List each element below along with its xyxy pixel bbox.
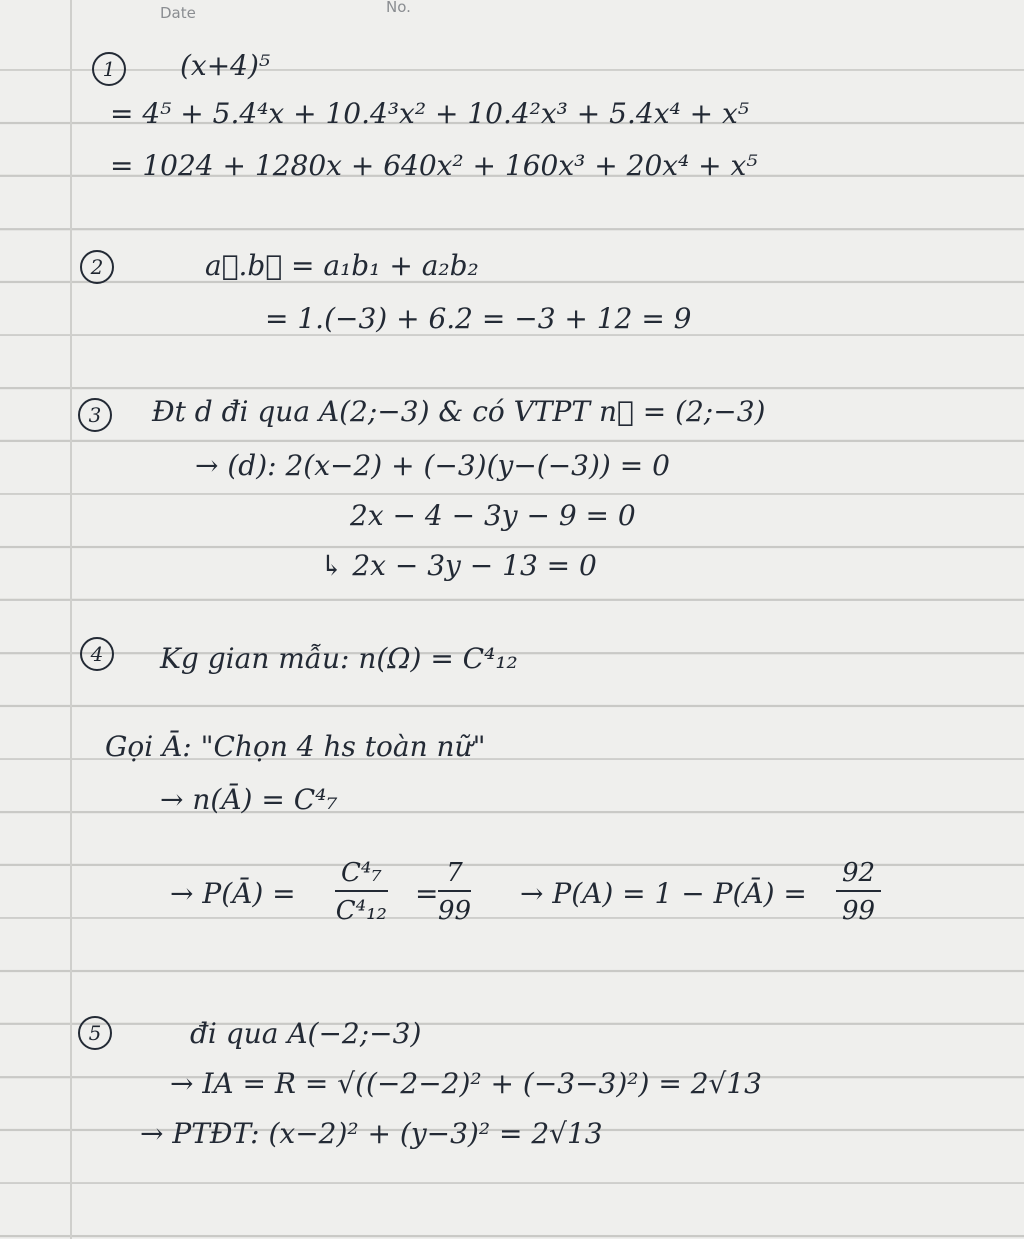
pa-value-numerator: 92 bbox=[836, 858, 881, 892]
problem-1-number: 1 bbox=[92, 52, 126, 86]
p2-line-2: = 1.(−3) + 6.2 = −3 + 12 = 9 bbox=[265, 302, 692, 335]
p4-line-5: = bbox=[415, 877, 439, 910]
pa-value-fraction bbox=[836, 858, 881, 926]
problem-3-number: 3 bbox=[78, 398, 112, 432]
p2-line-1: a⃗.b⃗ = a₁b₁ + a₂b₂ bbox=[205, 249, 479, 282]
p3-line-2: → (d): 2(x−2) + (−3)(y−(−3)) = 0 bbox=[195, 449, 670, 482]
p5-line-1: đi qua A(−2;−3) bbox=[190, 1017, 422, 1050]
p5-line-2: → IA = R = √((−2−2)² + (−3−3)²) = 2√13 bbox=[170, 1067, 762, 1100]
p1-line-1: (x+4)⁵ bbox=[180, 49, 271, 82]
pbar-denominator: C⁴₁₂ bbox=[335, 896, 387, 926]
problem-4-number: 4 bbox=[80, 637, 114, 671]
date-label: Date bbox=[160, 4, 196, 22]
p4-line-1: Kg gian mẫu: n(Ω) = C⁴₁₂ bbox=[160, 642, 518, 675]
pbar-value-numerator: 7 bbox=[438, 858, 471, 892]
p1-line-3: = 1024 + 1280x + 640x² + 160x³ + 20x⁴ + x⁵ bbox=[110, 149, 758, 182]
pbar-value-fraction bbox=[438, 858, 471, 926]
no-label: No. bbox=[386, 0, 411, 16]
p4-line-6: → P(A) = 1 − P(Ā) = bbox=[520, 877, 807, 910]
problem-5-number: 5 bbox=[78, 1016, 112, 1050]
pa-value-denominator: 99 bbox=[842, 896, 876, 926]
p4-line-3: → n(Ā) = C⁴₇ bbox=[160, 783, 338, 816]
margin-line bbox=[70, 0, 72, 1239]
pbar-fraction bbox=[335, 858, 388, 926]
pbar-numerator: C⁴₇ bbox=[335, 858, 388, 892]
p3-line-1: Đt d đi qua A(2;−3) & có VTPT n⃗ = (2;−3) bbox=[152, 395, 766, 428]
pbar-value-denominator: 99 bbox=[438, 896, 472, 926]
p1-line-2: = 4⁵ + 5.4⁴x + 10.4³x² + 10.4²x³ + 5.4x⁴ + x⁵ bbox=[110, 97, 749, 130]
p4-line-4: → P(Ā) = bbox=[170, 877, 296, 910]
p4-line-2: Gọi Ā: "Chọn 4 hs toàn nữ" bbox=[105, 730, 486, 763]
p3-line-3: 2x − 4 − 3y − 9 = 0 bbox=[350, 499, 636, 532]
p5-line-3: → PTĐT: (x−2)² + (y−3)² = 2√13 bbox=[140, 1117, 603, 1150]
p3-line-4: ↳ 2x − 3y − 13 = 0 bbox=[320, 549, 597, 582]
problem-2-number: 2 bbox=[80, 250, 114, 284]
